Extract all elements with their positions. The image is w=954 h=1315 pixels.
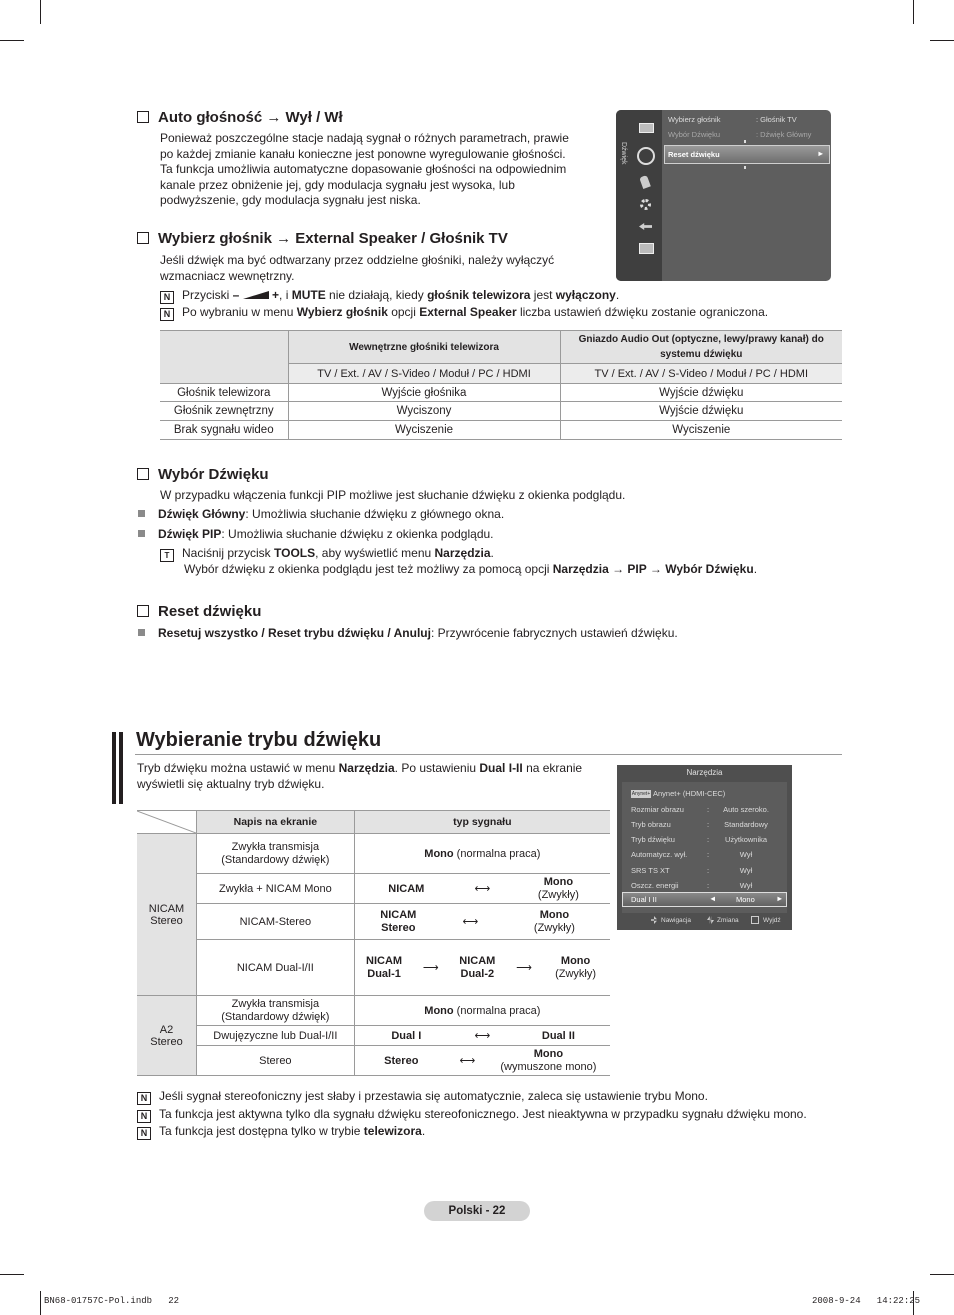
tip-tools: T Naciśnij przycisk TOOLS, aby wyświetlić menu Narzędzia. — [160, 546, 494, 562]
bidirectional-arrow-icon: ⟷ — [474, 1030, 491, 1042]
tools-row-label[interactable]: Tryb obrazu — [631, 820, 671, 829]
menu-row-value: : Dźwięk Główny — [756, 130, 812, 139]
section-body-auto-volume — [160, 131, 600, 209]
bullet-icon — [138, 530, 145, 537]
crop-mark — [930, 40, 954, 41]
body-line: Jeśli dźwięk ma być odtwarzany przez oddzielne głośniki, należy wyłączyć — [160, 253, 555, 267]
diagonal-line — [137, 811, 196, 833]
table-row: NICAM Dual-I/II NICAM Dual-1 ⟶ NICAM Dual-2 ⟶ Mono (Zwykły) — [137, 940, 610, 996]
tools-row-value: Wył — [739, 881, 753, 890]
tools-row-label[interactable]: Oszcz. energii — [631, 881, 679, 890]
table-corner — [160, 331, 288, 384]
title-rule — [135, 754, 842, 755]
volume-icon — [243, 291, 269, 299]
body-line: Ta funkcja umożliwia automatyczne dopasowanie głośności na odpowiednim — [160, 162, 567, 176]
menu-row-label[interactable]: Wybór Dźwięku — [668, 130, 721, 139]
tools-row-value: Mono — [736, 895, 755, 904]
tools-row-separator: : — [707, 835, 710, 844]
table-header: Gniazdo Audio Out (optyczne, lewy/prawy kanał) do systemu dźwięku — [560, 331, 842, 364]
table-row: Głośnik telewizora Wyjście głośnika Wyjście dźwięku — [160, 384, 842, 402]
table-header: typ sygnału — [354, 811, 610, 834]
tools-row-separator: : — [707, 850, 710, 859]
menu-side-label: Dźwięk — [620, 142, 627, 165]
table-row: Brak sygnału wideo Wyciszenie Wyciszenie — [160, 421, 842, 440]
sound-icon — [637, 147, 655, 165]
checkbox-icon — [137, 468, 149, 480]
arrow-right-icon: ⟶ — [516, 962, 532, 974]
bidirectional-arrow-icon: ⟷ — [462, 916, 479, 928]
body-line: Ponieważ poszczególne stacje nadają sygnał o różnych parametrach, prawie — [160, 131, 569, 145]
bullet-main-sound: Dźwięk Główny: Umożliwia słuchanie dźwięku z głównego okna. — [138, 507, 504, 523]
arrow-down-icon — [744, 166, 746, 169]
tip-pip: Wybór dźwięku z okienka podglądu jest też możliwy za pomocą opcji Narzędzia → PIP → Wybór Dźwięku. — [184, 562, 758, 576]
note-buttons: N Przyciski – +, i MUTE nie działają, kiedy głośnik telewizora jest wyłączony. — [160, 288, 619, 304]
checkbox-icon — [137, 232, 149, 244]
sound-menu-screenshot — [616, 110, 831, 281]
tools-menu-screenshot — [617, 765, 792, 930]
menu-sidebar — [616, 110, 662, 281]
tools-row-label[interactable]: Rozmiar obrazu — [631, 805, 684, 814]
bidirectional-arrow-icon: ⟷ — [459, 1055, 476, 1067]
crop-mark — [0, 40, 24, 41]
tools-row-label[interactable]: Dual I II — [631, 895, 657, 904]
tools-row-label[interactable]: Anynet+ (HDMI-CEC) — [653, 789, 726, 798]
section-body-sound-select: W przypadku włączenia funkcji PIP możliwe jest słuchanie dźwięku z okienka podglądu. — [160, 488, 626, 502]
crop-mark — [40, 1291, 41, 1315]
bullet-icon — [138, 629, 145, 636]
bullet-icon — [138, 510, 145, 517]
table-subheader: TV / Ext. / AV / S-Video / Moduł / PC / HDMI — [288, 364, 560, 384]
tools-row-value: Wył — [739, 850, 753, 859]
footer-file: BN68-01757C-Pol.indb 22 — [44, 1296, 180, 1306]
title-bar-decor — [112, 732, 116, 804]
anynet-logo-icon: Anynet+ — [631, 791, 651, 797]
section-heading-speaker: Wybierz głośnik → External Speaker / Głośnik TV — [137, 230, 508, 247]
adjust-icon — [707, 916, 714, 924]
body-line: po każdej zmianie kanału konieczne jest ponowne wyregulowanie głośności. — [160, 146, 566, 161]
checkbox-icon — [137, 605, 149, 617]
crop-mark — [40, 0, 41, 24]
bidirectional-arrow-icon: ⟷ — [474, 883, 491, 895]
note-icon: N — [137, 1110, 151, 1123]
table-row: Zwykła + NICAM Mono NICAM ⟷ Mono (Zwykły) — [137, 874, 610, 904]
body-line: kanale przez obniżenie jej, gdy modulacja sygnału jest wysoka, lub — [160, 177, 515, 192]
crop-mark — [930, 1274, 954, 1275]
menu-row-label[interactable]: Reset dźwięku — [668, 150, 720, 159]
table-row: Stereo Stereo ⟷ Mono (wymuszone mono) — [137, 1046, 610, 1076]
group-label: NICAM Stereo — [137, 834, 197, 996]
checkbox-icon — [137, 111, 149, 123]
group-label: A2 Stereo — [137, 996, 197, 1076]
section-heading-auto-volume: Auto głośność → Wył / Wł — [137, 109, 343, 126]
tools-menu-title: Narzędzia — [686, 768, 723, 777]
tools-row-value: Standardowy — [724, 820, 768, 829]
application-icon — [639, 243, 654, 254]
title-bar-decor — [119, 732, 123, 804]
setup-icon — [640, 199, 651, 210]
footer-date: 2008-9-24 14:22:25 — [812, 1296, 921, 1306]
body-line: wzmacniacz wewnętrzny. — [160, 268, 295, 283]
table-row: A2 Stereo Zwykła transmisja (Standardowy dźwięk) Mono (normalna praca) — [137, 996, 610, 1026]
arrow-up-icon — [744, 140, 746, 143]
arrow-right-icon: ⟶ — [422, 962, 439, 974]
picture-icon — [639, 123, 654, 133]
navigate-icon — [651, 916, 657, 924]
arrow-left-icon[interactable]: ◄ — [709, 894, 717, 903]
tools-row-separator: : — [707, 805, 710, 814]
section-heading-reset: Reset dźwięku — [137, 603, 261, 620]
tools-row-label[interactable]: Automatycz. wył. — [631, 850, 688, 859]
tools-note-icon: T — [160, 549, 174, 562]
arrow-right-icon[interactable]: ► — [776, 894, 784, 903]
table-row: NICAM-Stereo NICAM Stereo ⟷ Mono (Zwykły) — [137, 904, 610, 940]
exit-icon — [751, 916, 759, 924]
tools-row-label[interactable]: SRS TS XT — [631, 866, 670, 875]
footer-hint: Zmiana — [717, 917, 739, 924]
tools-row-value: Użytkownika — [724, 835, 768, 844]
bullet-pip-sound: Dźwięk PIP: Umożliwia słuchanie dźwięku z okienka podglądu. — [138, 527, 494, 543]
note-external-speaker: N Po wybraniu w menu Wybierz głośnik opcji External Speaker liczba ustawień dźwięku zostanie ograniczona. — [160, 305, 768, 321]
table-row: Głośnik zewnętrzny Wyciszony Wyjście dźwięku — [160, 402, 842, 421]
note-tv-mode: N Ta funkcja jest dostępna tylko w trybie telewizora. — [137, 1124, 425, 1140]
note-icon: N — [137, 1127, 151, 1140]
table-row: NICAM Stereo Zwykła transmisja (Standardowy dźwięk) Mono (normalna praca) — [137, 834, 610, 874]
menu-row-value: : Głośnik TV — [756, 115, 797, 124]
tools-row-separator: : — [707, 866, 710, 875]
section-body-speaker — [160, 253, 600, 284]
crop-mark — [0, 1274, 24, 1275]
speaker-output-table — [160, 330, 842, 440]
menu-row-label[interactable]: Wybierz głośnik — [668, 115, 721, 124]
sound-mode-table — [137, 810, 610, 1076]
note-stereo-only: N Ta funkcja jest aktywna tylko dla sygnału dźwięku stereofonicznego. Jest nieaktywna w przypadku sygnału dźwięku mono. — [137, 1107, 807, 1123]
intro-text: Tryb dźwięku można ustawić w menu Narzędzia. Po ustawieniu Dual I-II na ekranie wyświetli się aktualny tryb dźwięku. — [137, 761, 583, 791]
page-number-badge: Polski - 22 — [424, 1201, 530, 1221]
section-heading-sound-select: Wybór Dźwięku — [137, 466, 269, 483]
bullet-reset: Resetuj wszystko / Reset trybu dźwięku / Anuluj: Przywrócenie fabrycznych ustawień dźwięku. — [138, 626, 678, 642]
table-corner — [137, 811, 197, 834]
note-weak-signal: N Jeśli sygnał stereofoniczny jest słaby i przestawia się automatycznie, zaleca się ustawienie trybu Mono. — [137, 1089, 708, 1105]
tools-row-label[interactable]: Tryb dźwięku — [631, 835, 675, 844]
arrow-right-icon: ► — [817, 149, 825, 158]
body-line: podwyższenie, gdy modulacja sygnału jest niska. — [160, 193, 421, 207]
tools-row-value: Wył — [739, 866, 753, 875]
table-row: Dwujęzyczne lub Dual-I/II Dual I ⟷ Dual II — [137, 1026, 610, 1046]
tools-row-separator: : — [707, 881, 710, 890]
footer-hint: Nawigacja — [661, 917, 691, 924]
footer-hint: Wyjdź — [763, 917, 781, 924]
note-icon: N — [160, 291, 174, 304]
note-icon: N — [160, 308, 174, 321]
table-header: Napis na ekranie — [197, 811, 355, 834]
table-header: Wewnętrzne głośniki telewizora — [288, 331, 560, 364]
tools-row-separator: : — [707, 820, 710, 829]
crop-mark — [913, 0, 914, 24]
note-icon: N — [137, 1092, 151, 1105]
table-subheader: TV / Ext. / AV / S-Video / Moduł / PC / HDMI — [560, 364, 842, 384]
page-title: Wybieranie trybu dźwięku — [136, 729, 382, 751]
tools-row-value: Auto szeroko. — [723, 805, 769, 814]
